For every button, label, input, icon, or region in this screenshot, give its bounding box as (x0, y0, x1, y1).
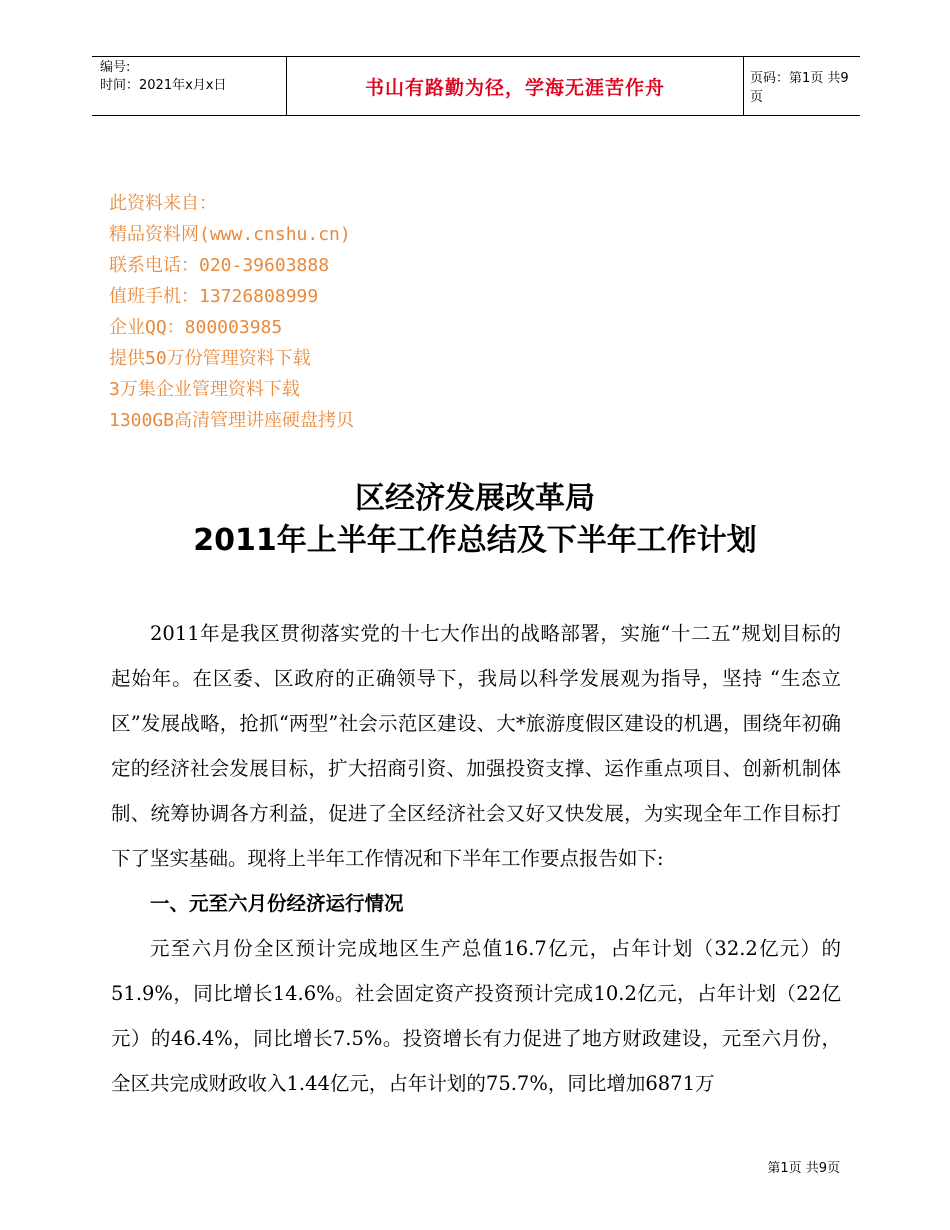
header-meta (100, 59, 286, 95)
source-line: 企业QQ：800003985 (109, 317, 283, 338)
source-line: 3万集企业管理资料下载 (109, 379, 300, 400)
source-line: 1300GB高清管理讲座硬盘拷贝 (109, 410, 355, 431)
page-header (92, 56, 860, 116)
source-line: 联系电话：020-39603888 (109, 255, 330, 276)
title-line-1: 区经济发展改革局 (355, 481, 595, 516)
source-line: 提供50万份管理资料下载 (109, 348, 311, 369)
header-page-info: 页码：第1页 共9页 (750, 71, 849, 105)
page-footer: 第1页 共9页 (767, 1161, 840, 1176)
title-line-2: 2011年上半年工作总结及下半年工作计划 (193, 523, 757, 558)
document-body (111, 611, 841, 1106)
time-label: 时间：2021年x月x日 (100, 78, 227, 93)
document-title (0, 478, 950, 562)
source-line: 此资料来自： (109, 193, 217, 214)
intro-paragraph: 2011年是我区贯彻落实党的十七大作出的战略部署，实施“十二五”规划目标的起始年。在区委、区政府的正确领导下，我局以科学发展观为指导，坚持 “生态立区”发展战略，抢抓“两型”社会示范区建设、大*旅游度假区建设的机遇，围绕年初确定的经济社会发展目标，扩大招商引资、加强投资支撑、运作重点项目、创新机制体制、统筹协调各方利益，促进了全区经济社会又好又快发展，为实现全年工作目标打下了坚实基础。现将上半年工作情况和下半年工作要点报告如下: (111, 622, 841, 870)
source-line: 值班手机：13726808999 (109, 286, 319, 307)
code-label: 编号: (100, 60, 131, 75)
source-info (109, 188, 354, 436)
section-heading: 一、元至六月份经济运行情况 (150, 892, 404, 915)
header-motto: 书山有路勤为径，学海无涯苦作舟 (286, 57, 744, 115)
source-line: 精品资料网(www.cnshu.cn) (109, 224, 351, 245)
section-paragraph: 元至六月份全区预计完成地区生产总值16.7亿元，占年计划（32.2亿元）的51.9%，同比增长14.6%。社会固定资产投资预计完成10.2亿元，占年计划（22亿元）的46.4%，同比增长7.5%。投资增长有力促进了地方财政建设，元至六月份，全区共完成财政收入1.44亿元，占年计划的75.7%，同比增加6871万 (111, 937, 841, 1095)
